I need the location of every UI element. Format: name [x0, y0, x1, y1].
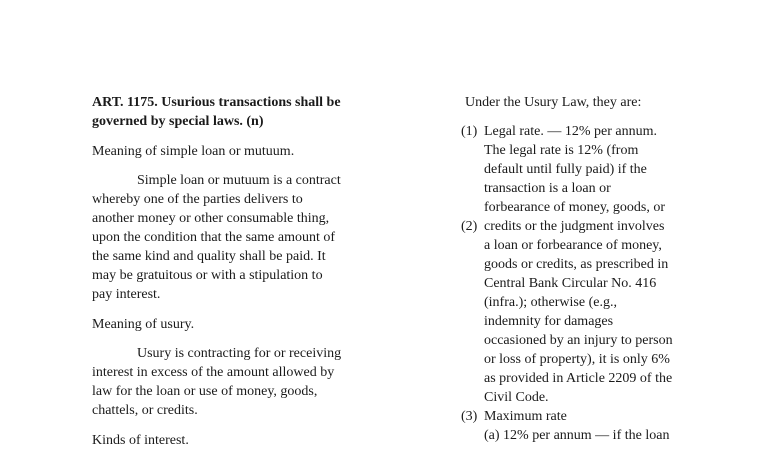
item-1-line-3: default until fully paid) if the	[484, 162, 647, 177]
item-number-3: (3)	[461, 409, 478, 424]
item-2-line-1: credits or the judgment involves	[484, 219, 665, 234]
paragraph-simple-loan-line-4: upon the condition that the same amount of	[92, 230, 336, 245]
paragraph-usury-line-1: Usury is contracting for or receiving	[137, 346, 342, 361]
item-2-line-9: as provided in Article 2209 of the	[484, 371, 673, 386]
paragraph-usury-line-2: interest in excess of the amount allowed by	[92, 365, 335, 380]
article-heading-line-2: governed by special laws. (n)	[92, 114, 264, 129]
item-2-line-3: goods or credits, as prescribed in	[484, 257, 669, 272]
item-2-line-6: indemnity for damages	[484, 314, 614, 329]
item-2-line-5: (infra.); otherwise (e.g.,	[484, 295, 617, 310]
paragraph-simple-loan-line-2: whereby one of the parties delivers to	[92, 192, 303, 207]
paragraph-simple-loan-line-3: another money or other consumable thing,	[92, 211, 330, 226]
item-3a-line: (a) 12% per annum — if the loan	[484, 428, 670, 443]
item-2-line-4: Central Bank Circular No. 416	[484, 276, 657, 291]
item-2-line-2: a loan or forbearance of money,	[484, 238, 662, 253]
subheading-kinds-of-interest: Kinds of interest.	[92, 433, 189, 448]
item-number-1: (1)	[461, 124, 478, 139]
item-1-line-1: Legal rate. — 12% per annum.	[484, 124, 657, 139]
paragraph-simple-loan-line-7: pay interest.	[92, 287, 161, 302]
item-3-line-1: Maximum rate	[484, 409, 567, 424]
subheading-simple-loan: Meaning of simple loan or mutuum.	[92, 144, 295, 159]
item-2-line-8: or loss of property), it is only 6%	[484, 352, 670, 367]
article-heading-line-1: ART. 1175. Usurious transactions shall be	[92, 95, 341, 110]
item-1-line-5: forbearance of money, goods, or	[484, 200, 666, 215]
item-2-line-7: occasioned by an injury to person	[484, 333, 673, 348]
paragraph-usury-line-3: law for the loan or use of money, goods,	[92, 384, 318, 399]
subheading-usury: Meaning of usury.	[92, 317, 195, 332]
item-1-line-2: The legal rate is 12% (from	[484, 143, 639, 158]
paragraph-simple-loan-line-6: may be gratuitous or with a stipulation to	[92, 268, 323, 283]
usury-law-intro: Under the Usury Law, they are:	[465, 95, 642, 110]
paragraph-usury-line-4: chattels, or credits.	[92, 403, 198, 418]
paragraph-simple-loan-line-1: Simple loan or mutuum is a contract	[137, 173, 341, 188]
item-number-2: (2)	[461, 219, 478, 234]
item-2-line-10: Civil Code.	[484, 390, 549, 405]
paragraph-simple-loan-line-5: the same kind and quality shall be paid. It	[92, 249, 326, 264]
item-1-line-4: transaction is a loan or	[484, 181, 611, 196]
